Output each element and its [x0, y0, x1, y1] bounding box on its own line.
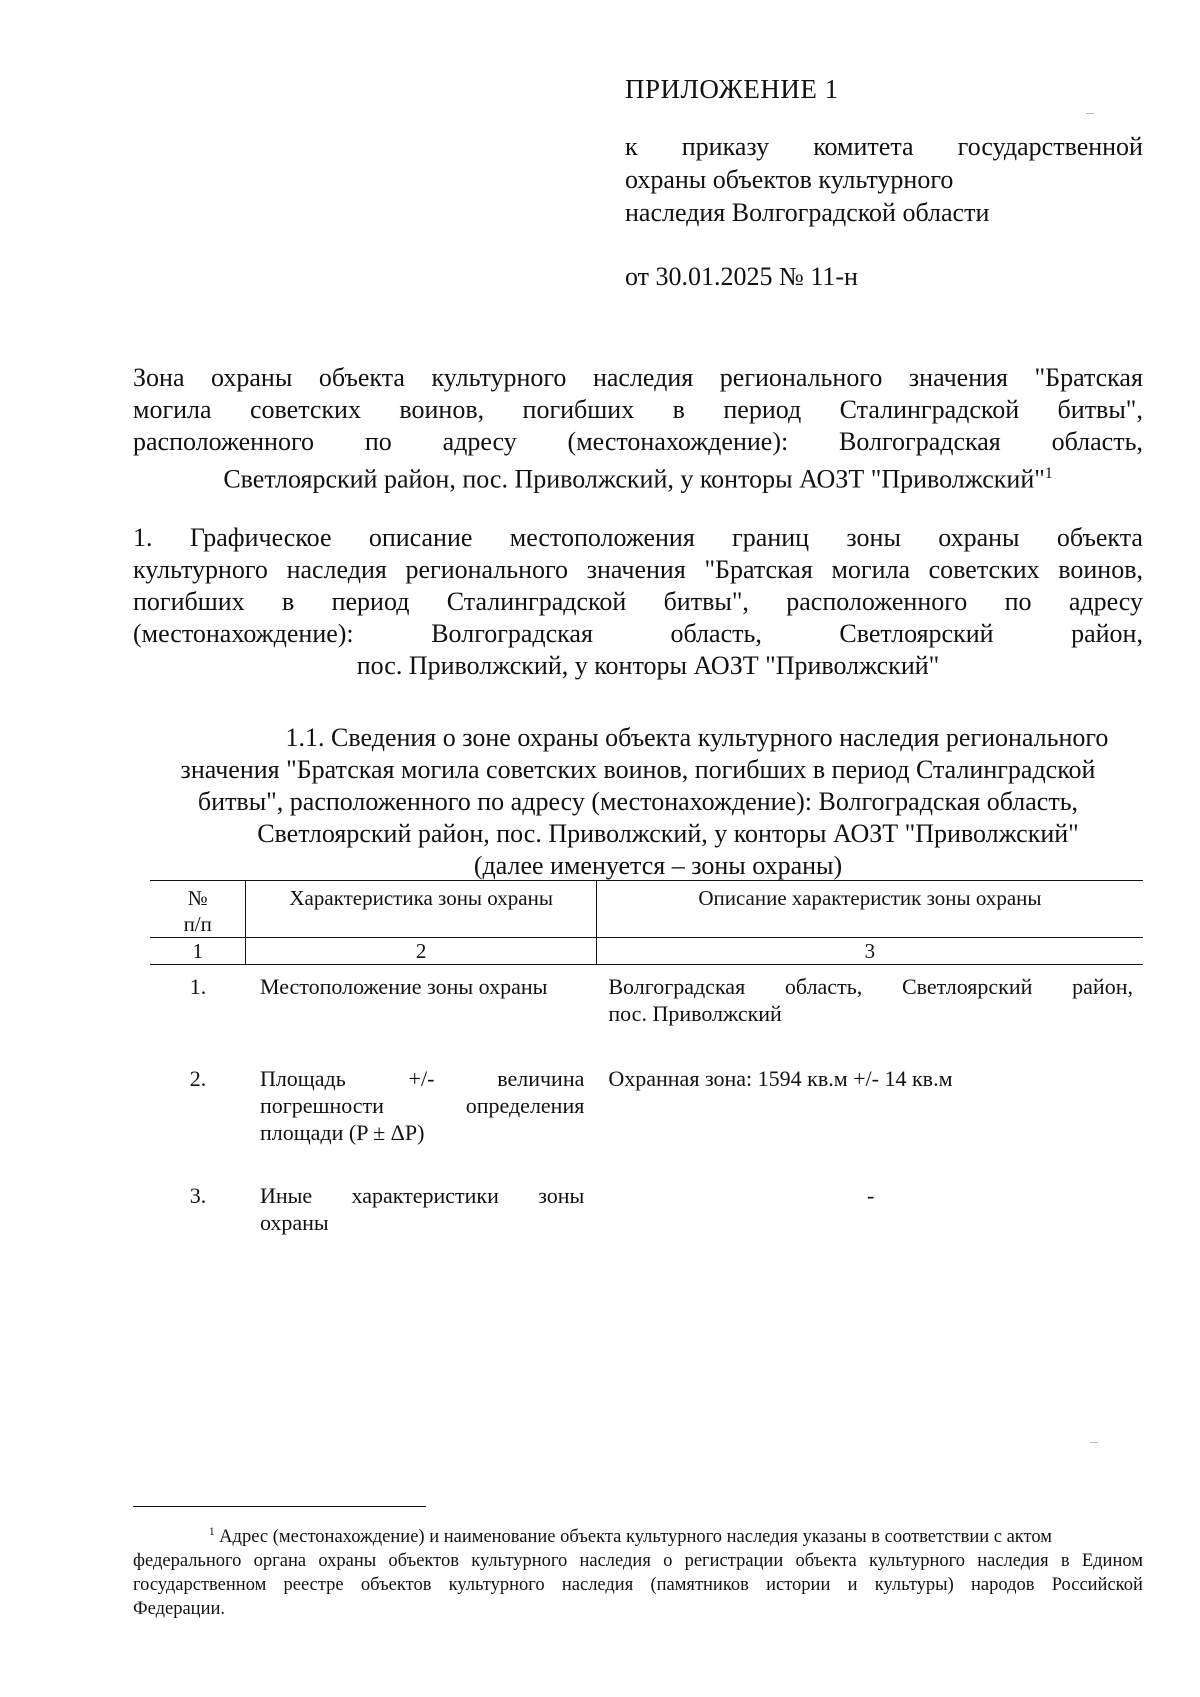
word: культурного	[868, 1551, 965, 1572]
word: Едином	[1081, 1551, 1143, 1572]
word: Иные	[259, 1183, 313, 1208]
column-number: 1	[150, 938, 246, 965]
row-characteristic-line: охраны	[259, 1210, 329, 1235]
header-characteristic: Характеристика зоны охраны	[246, 881, 596, 938]
order-word: к	[625, 132, 638, 161]
word: наследия	[592, 363, 694, 392]
footnote-divider	[133, 1506, 426, 1507]
word: район,	[1072, 974, 1133, 999]
row-description: -	[867, 1183, 875, 1208]
word: область,	[784, 974, 863, 999]
column-number: 3	[596, 938, 1143, 965]
word: адресу	[1068, 587, 1143, 616]
word: объектов	[360, 1575, 432, 1596]
row-description	[596, 965, 1143, 1058]
word: культурного	[133, 555, 268, 584]
row-characteristic	[246, 1174, 596, 1236]
row-characteristic-line	[260, 1092, 584, 1119]
word: битвы",	[663, 587, 749, 616]
heading-line-last	[133, 458, 1143, 496]
appendix-title: ПРИЛОЖЕНИЕ 1	[625, 74, 839, 104]
footnote-line-first	[133, 1520, 1143, 1549]
header-number-sign: №	[187, 886, 208, 910]
scan-speck	[1086, 113, 1094, 114]
word: охраны	[938, 523, 1020, 552]
word: наследия	[286, 555, 387, 584]
word: в	[1060, 1551, 1070, 1572]
word: охраны	[318, 1551, 377, 1572]
word: погрешности	[259, 1093, 384, 1118]
section-1-1	[133, 722, 1143, 882]
row-description: Охранная зона: 1594 кв.м +/- 14 кв.м	[608, 1066, 953, 1091]
footnote-reference[interactable]: 1	[1044, 465, 1053, 482]
row-number: 1.	[189, 974, 207, 999]
word: Волгоградская	[839, 427, 1001, 456]
word: Светлоярский	[839, 619, 994, 648]
word: Сталинградской	[839, 395, 1020, 424]
section-1-1-line: битвы", расположенного по адресу (местонахождение): Волгоградская область,	[197, 787, 1079, 816]
word: +/-	[408, 1066, 435, 1091]
row-characteristic-line	[260, 1182, 584, 1209]
header-description: Описание характеристик зоны охраны	[596, 881, 1143, 938]
word: Графическое	[189, 523, 332, 552]
row-number: 2.	[189, 1066, 207, 1091]
word: Сталинградской	[446, 587, 627, 616]
word: (памятников	[650, 1575, 749, 1596]
word: адресу	[442, 427, 517, 456]
word: период	[723, 395, 802, 424]
section-1-1-line: значения "Братская могила советских воинов, погибших в период Сталинградской	[180, 755, 1096, 784]
word: описание	[368, 523, 473, 552]
word: могила	[831, 555, 910, 584]
word: воинов,	[1058, 555, 1143, 584]
word: наследия	[977, 1551, 1049, 1572]
section-1	[133, 522, 1143, 682]
footnote-line	[133, 1549, 1143, 1573]
footnote-mark: 1	[209, 1526, 215, 1538]
footnote-line	[133, 1573, 1143, 1597]
order-word: комитета	[813, 132, 914, 161]
word: воинов,	[399, 395, 485, 424]
heading-line	[133, 394, 1143, 426]
word: культурного	[448, 1575, 545, 1596]
scan-speck	[1090, 1442, 1098, 1443]
word: местоположения	[509, 523, 695, 552]
word: могила	[133, 395, 212, 424]
heading-line-text: Светлоярский район, пос. Приволжский, у конторы АОЗТ "Приволжский"	[223, 464, 1045, 494]
word: зоны	[846, 523, 901, 552]
order-line-3: наследия Волгоградской области	[625, 198, 990, 227]
footnote-text: Адрес (местонахождение) и наименование объекта культурного наследия указаны в соответствии с актом	[219, 1527, 1052, 1548]
word: расположенного	[786, 587, 968, 616]
section-1-1-line: (далее именуется – зоны охраны)	[473, 851, 843, 880]
section-1-line	[133, 586, 1143, 618]
word: область,	[1051, 427, 1143, 456]
row-description-line: пос. Приволжский	[608, 1001, 782, 1026]
word: зоны	[538, 1183, 585, 1208]
order-line-1	[625, 130, 1143, 163]
word: 1.	[133, 523, 153, 552]
word: объекта	[318, 363, 405, 392]
word: величина	[497, 1066, 585, 1091]
word: регионального	[719, 363, 883, 392]
section-1-line-last: пос. Приволжский, у конторы АОЗТ "Приволжский"	[356, 651, 940, 680]
word: область,	[670, 619, 762, 648]
word: погибших	[133, 587, 245, 616]
word: регистрации	[684, 1551, 784, 1572]
word: реестре	[283, 1575, 344, 1596]
column-number: 2	[246, 938, 596, 965]
word: "Братская	[1034, 363, 1143, 392]
zone-characteristics-table	[150, 880, 1143, 1236]
row-characteristic-line: площади (P ± ΔP)	[259, 1120, 425, 1145]
word: органа	[253, 1551, 307, 1572]
word: определения	[465, 1093, 585, 1118]
column-number-row	[150, 938, 1143, 965]
word: район,	[1071, 619, 1143, 648]
table-header-row	[150, 881, 1143, 938]
word: по	[364, 427, 392, 456]
word: объекта	[1056, 523, 1143, 552]
footnote	[133, 1520, 1143, 1621]
word: регионального	[405, 555, 569, 584]
table-row	[150, 1057, 1143, 1174]
word: государственном	[133, 1575, 267, 1596]
word: культурного	[431, 363, 567, 392]
word: Волгоградская	[608, 974, 746, 999]
word: Российской	[1051, 1575, 1143, 1596]
word: расположенного	[133, 427, 314, 456]
section-1-1-line: Светлоярский район, пос. Приволжский, у конторы АОЗТ "Приволжский"	[257, 819, 1079, 848]
word: федерального	[133, 1551, 242, 1572]
word: по	[1004, 587, 1032, 616]
word: границ	[732, 523, 810, 552]
row-characteristic-line	[260, 1065, 584, 1092]
row-description-line	[608, 973, 1133, 1000]
word: охраны	[211, 363, 293, 392]
word: советских	[928, 555, 1040, 584]
word: битвы",	[1057, 395, 1143, 424]
word: и	[847, 1575, 858, 1596]
word: Зона	[133, 363, 185, 392]
word: "Братская	[704, 555, 813, 584]
order-reference	[625, 130, 1143, 229]
section-1-1-line: 1.1. Сведения о зоне охраны объекта культурного наследия регионального	[285, 723, 1109, 752]
row-characteristic	[246, 1057, 596, 1174]
word: наследия	[561, 1575, 634, 1596]
word: наследия	[579, 1551, 651, 1572]
table-row	[150, 965, 1143, 1058]
order-date: от 30.01.2025 № 11-н	[625, 262, 858, 291]
header-number-label: п/п	[183, 912, 212, 936]
word: объектов	[388, 1551, 459, 1572]
word: советских	[249, 395, 361, 424]
section-1-line	[133, 522, 1143, 554]
word: объекта	[795, 1551, 857, 1572]
word: значения	[908, 363, 1008, 392]
word: Площадь	[259, 1066, 346, 1091]
word: погибших	[522, 395, 635, 424]
word: в	[672, 395, 685, 424]
order-word: государственной	[957, 132, 1143, 161]
section-1-line	[133, 554, 1143, 586]
word: период	[331, 587, 410, 616]
word: Волгоградская	[431, 619, 593, 648]
order-word: приказу	[681, 132, 770, 161]
table-row	[150, 1174, 1143, 1236]
word: характеристики	[351, 1183, 499, 1208]
word: культуры)	[874, 1575, 954, 1596]
word: Светлоярский	[901, 974, 1033, 999]
word: культурного	[471, 1551, 568, 1572]
row-characteristic: Местоположение зоны охраны	[259, 974, 548, 999]
word: о	[663, 1551, 673, 1572]
word: истории	[766, 1575, 831, 1596]
header-number	[150, 881, 246, 938]
word: народов	[970, 1575, 1035, 1596]
word: (местонахождение):	[133, 619, 354, 648]
footnote-line: Федерации.	[133, 1599, 225, 1620]
order-line-2: охраны объектов культурного	[625, 165, 954, 194]
word: (местонахождение):	[567, 427, 789, 456]
word: в	[281, 587, 295, 616]
heading-line	[133, 426, 1143, 458]
heading-line	[133, 362, 1143, 394]
section-1-line	[133, 618, 1143, 650]
row-number: 3.	[189, 1183, 207, 1208]
word: значения	[586, 555, 686, 584]
zone-heading	[133, 362, 1143, 496]
